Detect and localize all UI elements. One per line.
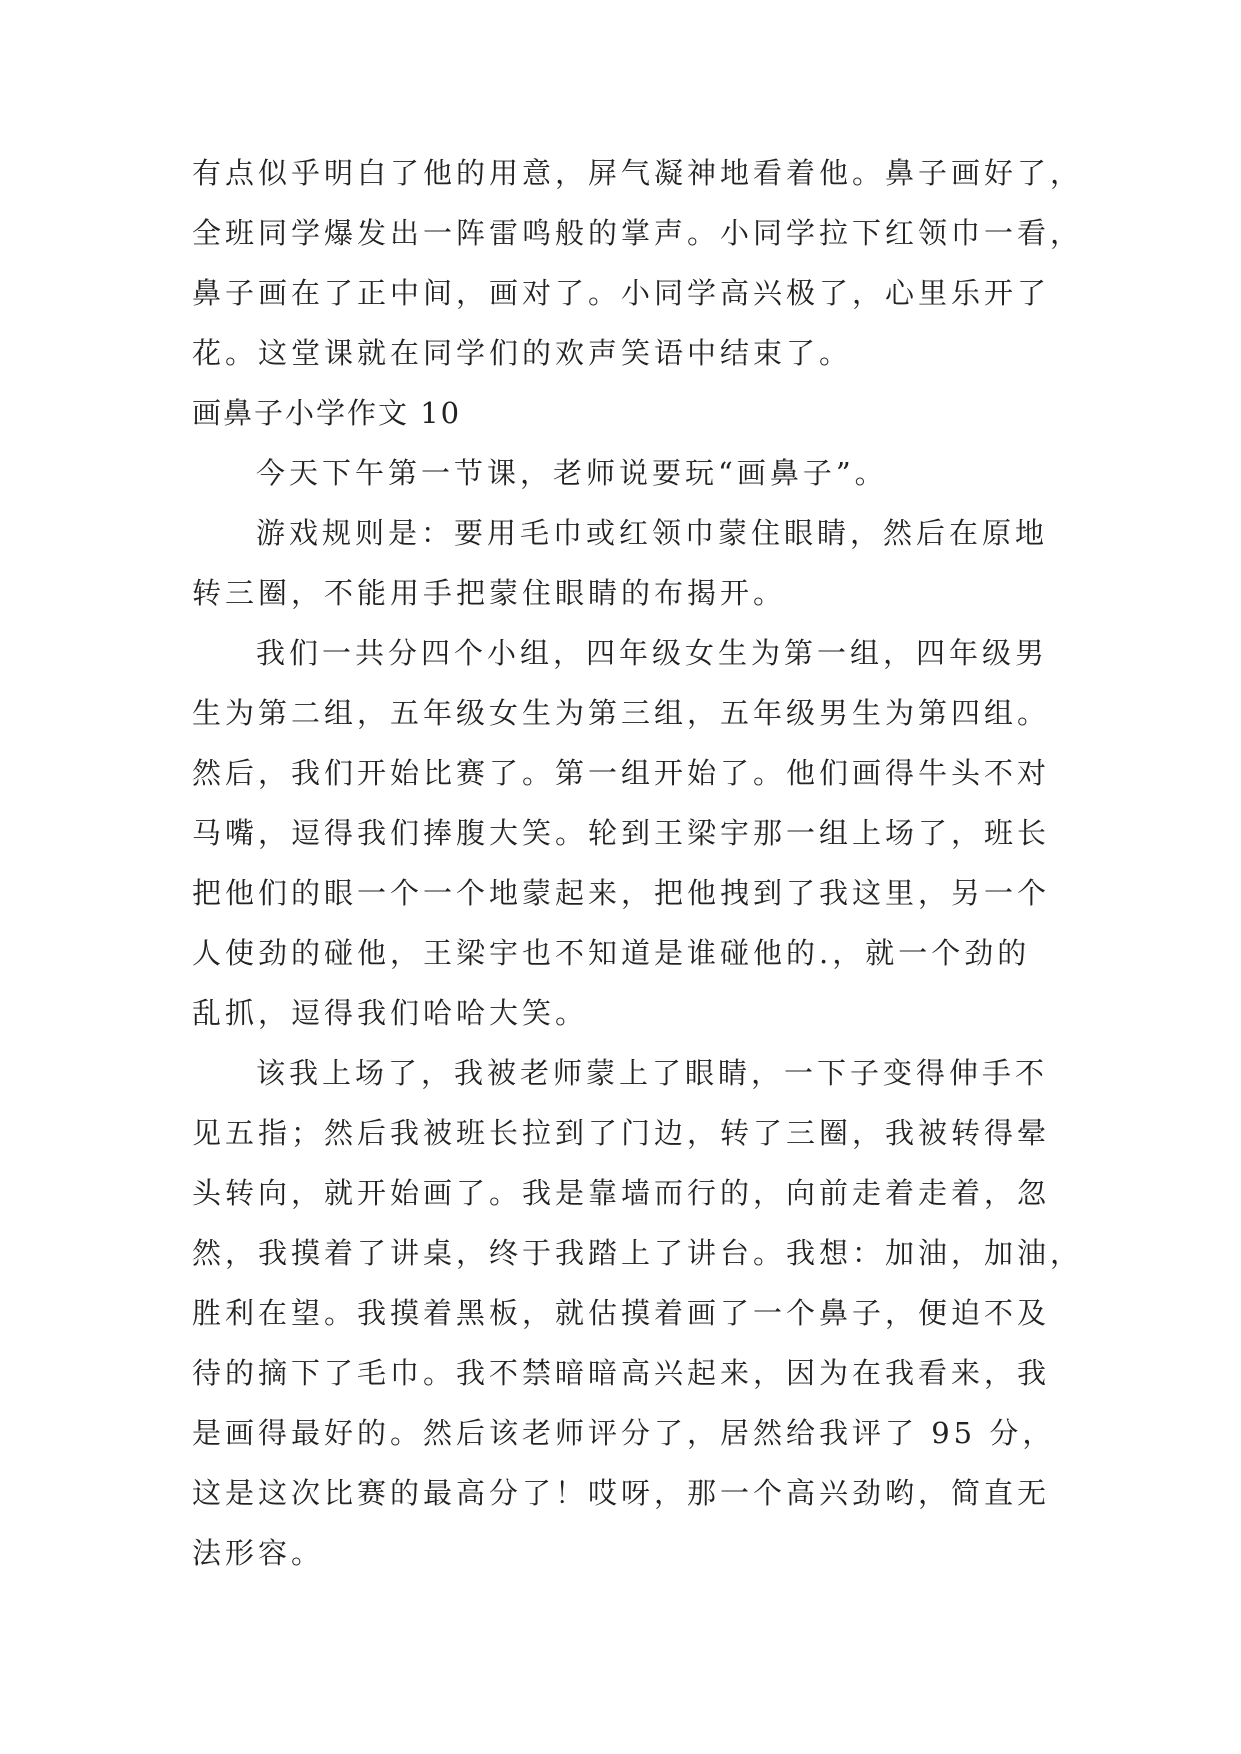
- text-line: 头转向，就开始画了。我是靠墙而行的，向前走着走着，忽: [192, 1176, 1051, 1210]
- text-line: 生为第二组，五年级女生为第三组，五年级男生为第四组。: [192, 696, 1051, 730]
- text-line: 这是这次比赛的最高分了！哎呀，那一个高兴劲哟，简直无: [192, 1476, 1051, 1510]
- paragraph-start: 今天下午第一节课，老师说要玩“画鼻子”。: [256, 456, 888, 490]
- text-line: 有点似乎明白了他的用意，屏气凝神地看着他。鼻子画好了，: [192, 156, 1084, 190]
- text-line: 全班同学爆发出一阵雷鸣般的掌声。小同学拉下红领巾一看，: [192, 216, 1084, 250]
- text-line: 然后，我们开始比赛了。第一组开始了。他们画得牛头不对: [192, 756, 1051, 790]
- text-line: 胜利在望。我摸着黑板，就估摸着画了一个鼻子，便迫不及: [192, 1296, 1051, 1330]
- section-title: 画鼻子小学作文 10: [192, 396, 462, 430]
- text-line: 法形容。: [192, 1536, 325, 1570]
- text-line: 转三圈，不能用手把蒙住眼睛的布揭开。: [192, 576, 787, 610]
- text-line: 鼻子画在了正中间，画对了。小同学高兴极了，心里乐开了: [192, 276, 1051, 310]
- text-line: 把他们的眼一个一个地蒙起来，把他拽到了我这里，另一个: [192, 876, 1051, 910]
- text-line: 是画得最好的。然后该老师评分了，居然给我评了 95 分，: [192, 1416, 1056, 1450]
- text-line: 花。这堂课就在同学们的欢声笑语中结束了。: [192, 336, 853, 370]
- text-line: 乱抓，逗得我们哈哈大笑。: [192, 996, 589, 1030]
- text-line: 然，我摸着了讲桌，终于我踏上了讲台。我想：加油，加油，: [192, 1236, 1084, 1270]
- paragraph-start: 游戏规则是：要用毛巾或红领巾蒙住眼睛，然后在原地: [256, 516, 1049, 550]
- paragraph-start: 该我上场了，我被老师蒙上了眼睛，一下子变得伸手不: [256, 1056, 1049, 1090]
- text-line: 人使劲的碰他，王梁宇也不知道是谁碰他的.，就一个劲的: [192, 936, 1031, 970]
- text-line: 待的摘下了毛巾。我不禁暗暗高兴起来，因为在我看来，我: [192, 1356, 1051, 1390]
- text-line: 马嘴，逗得我们捧腹大笑。轮到王梁宇那一组上场了，班长: [192, 816, 1051, 850]
- text-line: 见五指；然后我被班长拉到了门边，转了三圈，我被转得晕: [192, 1116, 1051, 1150]
- paragraph-start: 我们一共分四个小组，四年级女生为第一组，四年级男: [256, 636, 1049, 670]
